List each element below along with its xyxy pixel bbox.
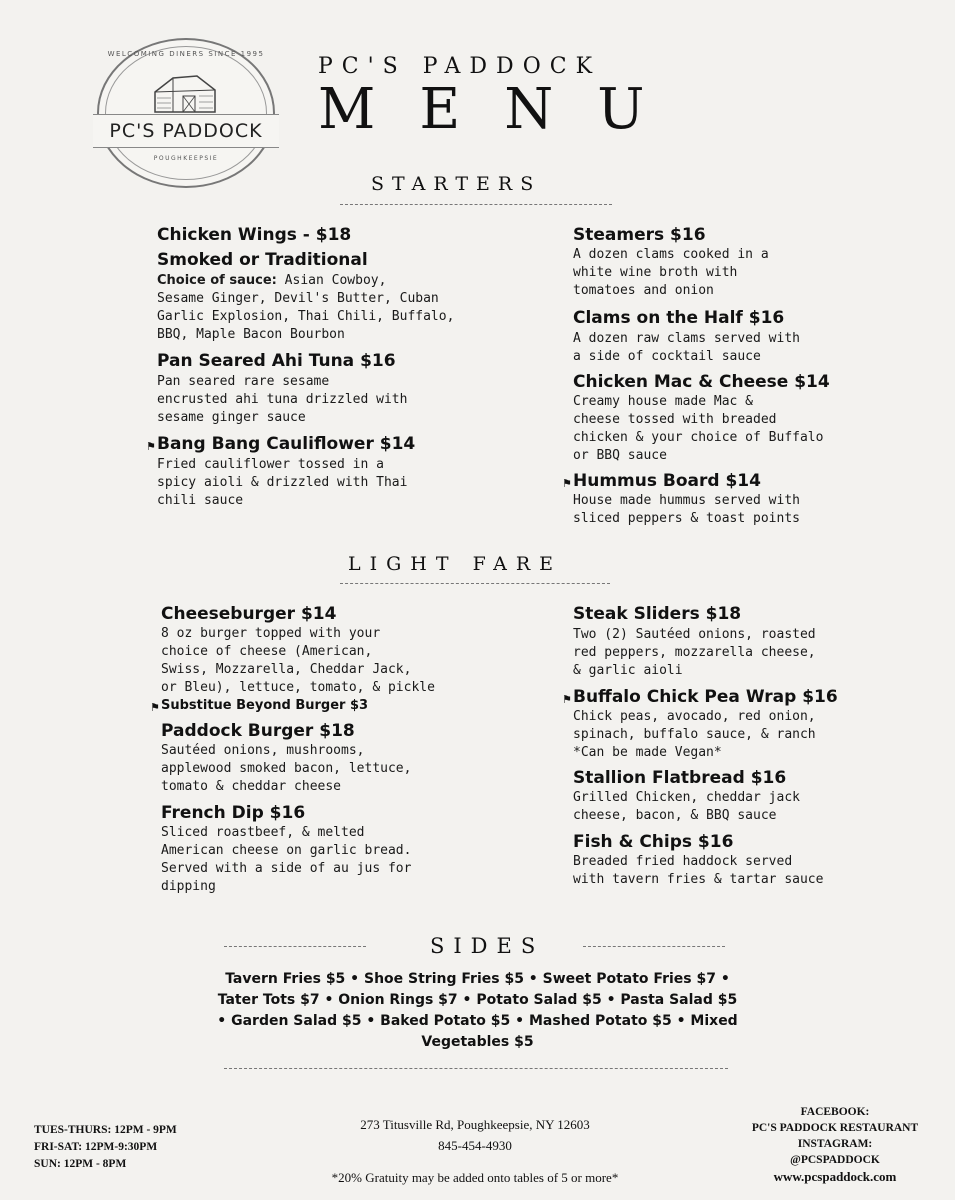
cheeseburger-desc-2: choice of cheese (American, [161,644,373,659]
french-dip-desc-3: Served with a side of au jus for [161,861,412,876]
steamers-desc-1: A dozen clams cooked in a [573,247,769,262]
vegan-leaf-icon: ⚑ [562,477,572,490]
paddock-burger-title: Paddock Burger $18 [161,721,355,741]
light-fare-divider [340,583,610,584]
vegan-leaf-icon: ⚑ [150,701,160,714]
fish-chips-title: Fish & Chips $16 [573,832,734,852]
chicken-mac-desc-1: Creamy house made Mac & [573,394,754,409]
paddock-burger-desc-1: Sautéed onions, mushrooms, [161,743,365,758]
cheeseburger-desc-3: Swiss, Mozzarella, Cheddar Jack, [161,662,412,677]
french-dip-desc-1: Sliced roastbeef, & melted [161,825,365,840]
facebook-label: FACEBOOK: [800,1106,870,1118]
stallion-title: Stallion Flatbread $16 [573,768,787,788]
beyond-burger-note: Substitue Beyond Burger $3 [161,698,369,713]
french-dip-desc-2: American cheese on garlic bread. [161,843,412,858]
steak-sliders-desc-3: & garlic aioli [573,663,683,678]
hours-fri-sat: FRI-SAT: 12PM-9:30PM [34,1141,158,1153]
fish-chips-desc-2: with tavern fries & tartar sauce [573,872,824,887]
ahi-tuna-desc-2: encrusted ahi tuna drizzled with [157,392,408,407]
buffalo-wrap-desc-2: spinach, buffalo sauce, & ranch [573,727,816,742]
clams-half-desc-2: a side of cocktail sauce [573,349,761,364]
sides-divider-right [583,946,725,947]
sides-line-4: Vegetables $5 [421,1034,534,1050]
starters-heading: STARTERS [371,173,542,195]
vegan-leaf-icon: ⚑ [562,693,572,706]
phone-number[interactable]: 845-454-4930 [438,1138,512,1153]
sides-line-3: • Garden Salad $5 • Baked Potato $5 • Mashed Potato $5 • Mixed [217,1013,738,1029]
hours-block [34,1122,177,1173]
facebook-name[interactable]: PC'S PADDOCK RESTAURANT [751,1122,919,1134]
instagram-label: INSTAGRAM: [797,1138,873,1150]
french-dip-title: French Dip $16 [161,803,306,823]
buffalo-wrap-desc-1: Chick peas, avocado, red onion, [573,709,816,724]
menu-title: MENU [318,77,689,142]
cheeseburger-title: Cheeseburger $14 [161,604,337,624]
chicken-wings-desc-1: Sesame Ginger, Devil's Butter, Cuban [157,291,439,306]
chicken-mac-desc-2: cheese tossed with breaded [573,412,777,427]
sides-divider-left [224,946,366,947]
chicken-wings-subtitle: Smoked or Traditional [157,250,368,270]
sides-list [200,969,755,1053]
cheeseburger-desc-1: 8 oz burger topped with your [161,626,381,641]
gratuity-note: *20% Gratuity may be added onto tables of 5 or more* [331,1170,619,1185]
paddock-burger-desc-3: tomato & cheddar cheese [161,779,342,794]
hours-tues-thurs: TUES-THURS: 12PM - 9PM [34,1124,177,1136]
vegan-leaf-icon: ⚑ [146,440,156,453]
logo-location: POUGHKEEPSIE [153,155,219,162]
chicken-wings-title: Chicken Wings - $18 [157,225,352,245]
french-dip-desc-4: dipping [161,879,216,894]
chicken-mac-desc-3: chicken & your choice of Buffalo [573,430,824,445]
clams-half-title: Clams on the Half $16 [573,308,785,328]
address: 273 Titusville Rd, Poughkeepsie, NY 12603 [360,1117,590,1132]
bang-bang-desc-1: Fried cauliflower tossed in a [157,457,384,472]
bang-bang-desc-2: spicy aioli & drizzled with Thai [157,475,408,490]
buffalo-wrap-desc-3: *Can be made Vegan* [573,745,722,760]
steamers-title: Steamers $16 [573,225,706,245]
hours-sun: SUN: 12PM - 8PM [34,1158,127,1170]
barn-icon [149,72,221,114]
steak-sliders-title: Steak Sliders $18 [573,604,742,624]
hummus-desc-2: sliced peppers & toast points [573,511,800,526]
social-block [730,1104,940,1185]
hummus-title: Hummus Board $14 [573,471,761,491]
clams-half-desc-1: A dozen raw clams served with [573,331,800,346]
ahi-tuna-desc-3: sesame ginger sauce [157,410,306,425]
hummus-desc-1: House made hummus served with [573,493,800,508]
chicken-wings-desc-3: BBQ, Maple Bacon Bourbon [157,327,345,342]
logo-name-banner: PC'S PADDOCK [93,114,279,148]
brand-heading: PC'S PADDOCK [318,54,602,79]
starters-divider [340,204,612,205]
steak-sliders-desc-2: red peppers, mozzarella cheese, [573,645,816,660]
light-fare-heading: LIGHT FARE [348,553,563,575]
buffalo-wrap-title: Buffalo Chick Pea Wrap $16 [573,687,838,707]
sauce-label: Choice of sauce: [157,273,277,288]
steamers-desc-2: white wine broth with [573,265,738,280]
sauce-list-start: Asian Cowboy, [284,273,387,288]
chicken-wings-desc-2: Garlic Explosion, Thai Chili, Buffalo, [157,309,455,324]
chicken-wings-sauce-line [157,272,386,291]
restaurant-logo [97,38,275,188]
bang-bang-title: Bang Bang Cauliflower $14 [157,434,416,454]
stallion-desc-1: Grilled Chicken, cheddar jack [573,790,800,805]
chicken-mac-desc-4: or BBQ sauce [573,448,667,463]
sides-heading: SIDES [430,934,545,958]
logo-tagline: WELCOMING DINERS SINCE 1995 [107,50,265,58]
website-link[interactable]: www.pcspaddock.com [773,1169,897,1184]
sides-bottom-divider [224,1068,728,1069]
stallion-desc-2: cheese, bacon, & BBQ sauce [573,808,777,823]
fish-chips-desc-1: Breaded fried haddock served [573,854,793,869]
steamers-desc-3: tomatoes and onion [573,283,714,298]
sides-line-2: Tater Tots $7 • Onion Rings $7 • Potato Salad $5 • Pasta Salad $5 [217,992,738,1008]
chicken-mac-title: Chicken Mac & Cheese $14 [573,372,830,392]
sides-line-1: Tavern Fries $5 • Shoe String Fries $5 • Sweet Potato Fries $7 • [225,971,730,987]
steak-sliders-desc-1: Two (2) Sautéed onions, roasted [573,627,816,642]
cheeseburger-desc-4: or Bleu), lettuce, tomato, & pickle [161,680,435,695]
paddock-burger-desc-2: applewood smoked bacon, lettuce, [161,761,412,776]
bang-bang-desc-3: chili sauce [157,493,244,508]
ahi-tuna-title: Pan Seared Ahi Tuna $16 [157,351,396,371]
ahi-tuna-desc-1: Pan seared rare sesame [157,374,330,389]
instagram-handle[interactable]: @PCSPADDOCK [790,1154,880,1166]
